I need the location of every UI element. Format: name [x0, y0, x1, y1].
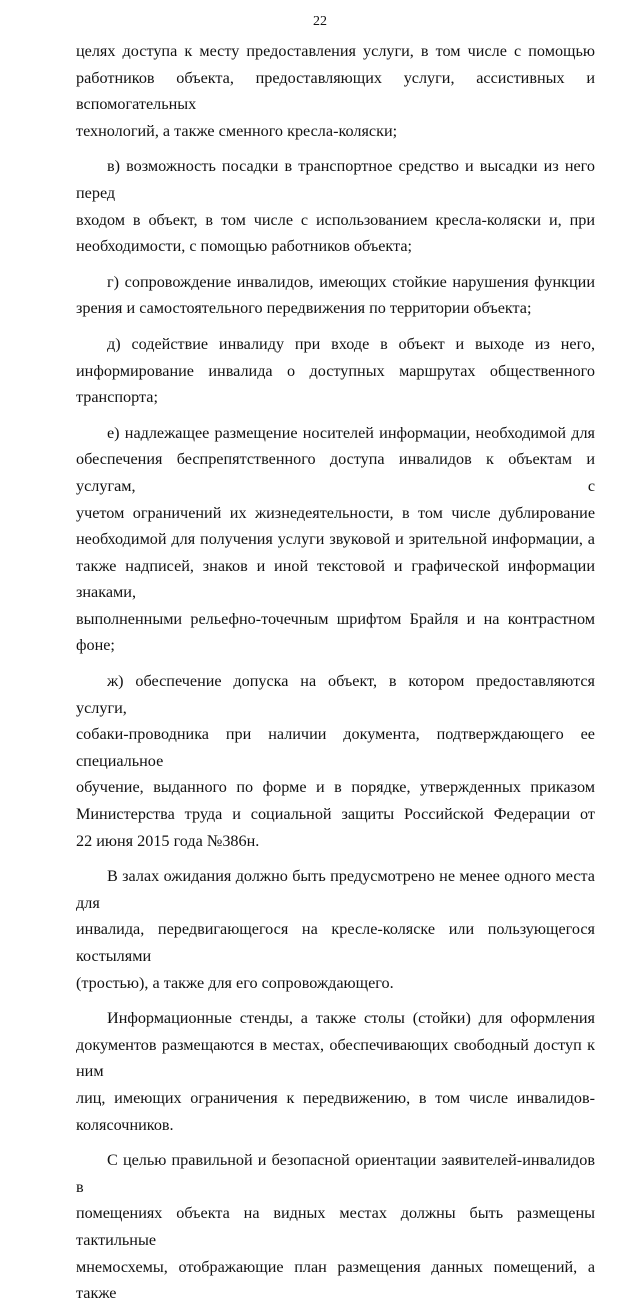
- text-line: информирование инвалида о доступных маршрутах общественного транспорта;: [76, 361, 595, 407]
- paragraph-line-item-e: е) надлежащее размещение носителей информации, необходимой для: [107, 423, 595, 442]
- paragraph-line-item-g: г) сопровождение инвалидов, имеющих стойкие нарушения функции: [107, 272, 595, 291]
- paragraph-line-item-zh: ж) обеспечение допуска на объект, в котором предоставляются услуги,: [76, 672, 595, 717]
- paragraph-line-orientation: С целью правильной и безопасной ориентации заявителей-инвалидов в: [76, 1151, 595, 1196]
- text-line: 22 июня 2015 года №386н.: [76, 831, 260, 850]
- paragraph-line-item-v: в) возможность посадки в транспортное средство и высадки из него перед: [76, 157, 595, 202]
- text-line: также надписей, знаков и иной текстовой и графической информации знаками,: [76, 556, 595, 602]
- paragraph-line-info-stands: Информационные стенды, а также столы (стойки) для оформления: [107, 1009, 595, 1028]
- text-line: Министерства труда и социальной защиты Российской Федерации от: [76, 805, 595, 824]
- page-number: 22: [313, 14, 327, 29]
- text-line: учетом ограничений их жизнедеятельности, в том числе дублирование: [76, 503, 595, 522]
- text-line: собаки-проводника при наличии документа, подтверждающего ее специальное: [76, 725, 595, 770]
- text-line: (тростью), а также для его сопровождающего.: [76, 973, 394, 992]
- text-line: колясочников.: [76, 1115, 174, 1134]
- text-line: зрения и самостоятельного передвижения по территории объекта;: [76, 299, 532, 318]
- text-line: целях доступа к месту предоставления услуги, в том числе с помощью: [76, 42, 595, 60]
- text-line: инвалида, передвигающегося на кресле-коляске или пользующегося костылями: [76, 920, 595, 965]
- text-line: помещениях объекта на видных местах должны быть размещены тактильные: [76, 1204, 595, 1249]
- text-line: мнемосхемы, отображающие план размещения данных помещений, а также: [76, 1257, 595, 1303]
- text-line: необходимости, с помощью работников объекта;: [76, 237, 413, 256]
- paragraph-line-item-d: д) содействие инвалиду при входе в объект и выходе из него,: [107, 334, 595, 353]
- text-line: работников объекта, предоставляющих услуги, ассистивных и вспомогательных: [76, 68, 595, 114]
- text-line: обучение, выданного по форме и в порядке, утвержденных приказом: [76, 778, 595, 797]
- document-body: [76, 38, 595, 1307]
- text-line: технологий, а также сменного кресла-коляски;: [76, 121, 398, 140]
- paragraph-line-waiting-rooms: В залах ожидания должно быть предусмотрено не менее одного места для: [76, 867, 595, 912]
- text-line: выполненными рельефно-точечным шрифтом Брайля и на контрастном фоне;: [76, 609, 595, 655]
- text-line: лиц, имеющих ограничения к передвижению, в том числе инвалидов-: [76, 1088, 595, 1107]
- text-line: необходимой для получения услуги звуковой и зрительной информации, а: [76, 530, 595, 549]
- text-line: обеспечения беспрепятственного доступа инвалидов к объектам и услугам, с: [76, 450, 595, 495]
- text-line: документов размещаются в местах, обеспечивающих свободный доступ к ним: [76, 1035, 595, 1081]
- text-line: входом в объект, в том числе с использованием кресла-коляски и, при: [76, 210, 595, 229]
